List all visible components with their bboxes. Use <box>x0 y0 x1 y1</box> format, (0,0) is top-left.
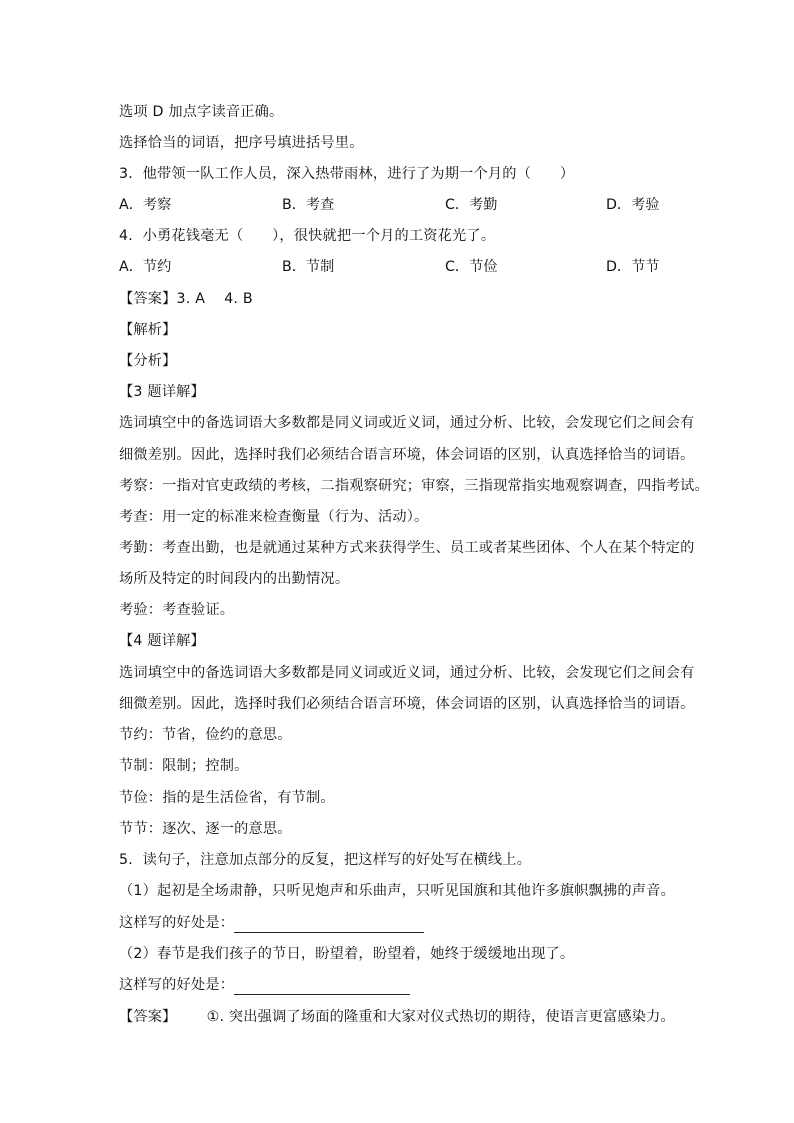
q3-detail-para-line-2: 细微差别。因此，选择时我们必须结合语言环境，体会词语的区别，认真选择恰当的词语。 <box>119 447 695 463</box>
question-3-option-c: C．考勤 <box>445 197 498 213</box>
question-3-stem: 3．他带领一队工作人员，深入热带雨林，进行了为期一个月的（ ） <box>119 166 575 182</box>
question-3-option-d: D．考验 <box>606 197 660 213</box>
question-3-option-a: A．考察 <box>119 197 172 213</box>
benefit-label-2: 这样写的好处是： <box>119 977 235 993</box>
definition-kaoqin-line-1: 考勤：考查出勤，也是就通过某种方式来获得学生、员工或者某些团体、个人在某个特定的 <box>119 540 695 556</box>
question-5-stem: 5．读句子，注意加点部分的反复，把这样写的好处写在横线上。 <box>119 852 532 868</box>
question-4-option-b: B．节制 <box>282 259 335 275</box>
benefit-line-2 <box>119 975 410 995</box>
answer-text: ①. 突出强调了场面的隆重和大家对仪式热切的期待，使语言更富感染力。 <box>206 1009 675 1025</box>
question-4-option-c: C．节俭 <box>445 259 498 275</box>
question-5-sentence-2: （2）春节是我们孩子的节日，盼望着，盼望着，她终于缓缓地出现了。 <box>119 946 575 962</box>
q3-detail-para-line-1: 选词填空中的备选词语大多数都是同义词或近义词，通过分析、比较，会发现它们之间会有 <box>119 415 695 431</box>
definition-kaocha: 考察：一指对官吏政绩的考核，二指观察研究；审察，三指现常指实地观察调查，四指考试。 <box>119 478 709 494</box>
breakdown-heading: 【分析】 <box>119 353 177 369</box>
answer-blank-2[interactable] <box>234 978 410 995</box>
analysis-heading: 【解析】 <box>119 322 177 338</box>
q4-detail-para-line-1: 选词填空中的备选词语大多数都是同义词或近义词，通过分析、比较，会发现它们之间会有 <box>119 665 695 681</box>
intro-line-2: 选择恰当的词语，把序号填进括号里。 <box>119 135 364 151</box>
definition-jiejian: 节俭：指的是生活俭省，有节制。 <box>119 790 335 806</box>
definition-kaoqin-line-2: 场所及特定的时间段内的出勤情况。 <box>119 571 350 587</box>
benefit-line-1 <box>119 913 424 933</box>
q4-detail-heading: 【4 题详解】 <box>119 633 205 649</box>
question-5-answer <box>119 1007 675 1027</box>
definition-kaoyan: 考验：考查验证。 <box>119 602 235 618</box>
definition-jiejie: 节节：逐次、逐一的意思。 <box>119 821 292 837</box>
answer-blank-1[interactable] <box>234 916 424 933</box>
intro-line-1: 选项 D 加点字读音正确。 <box>119 104 284 120</box>
q4-detail-para-line-2: 细微差别。因此，选择时我们必须结合语言环境，体会词语的区别，认真选择恰当的词语。 <box>119 696 695 712</box>
answer-label: 【答案】 <box>119 1009 177 1025</box>
question-3-option-b: B．考查 <box>282 197 335 213</box>
answer-3-4: 【答案】3. A 4. B <box>119 291 253 307</box>
definition-jiezhi: 节制：限制；控制。 <box>119 758 249 774</box>
question-5-sentence-1: （1）起初是全场肃静，只听见炮声和乐曲声，只听见国旗和其他许多旗帜飘拂的声音。 <box>119 883 675 899</box>
definition-jieyue: 节约：节省，俭约的意思。 <box>119 727 292 743</box>
question-4-option-a: A．节约 <box>119 259 172 275</box>
q3-detail-heading: 【3 题详解】 <box>119 384 205 400</box>
benefit-label-1: 这样写的好处是： <box>119 915 235 931</box>
question-4-option-d: D．节节 <box>606 259 660 275</box>
question-4-stem: 4．小勇花钱毫无（ ），很快就把一个月的工资花光了。 <box>119 228 496 244</box>
definition-kaocha2: 考查：用一定的标准来检查衡量（行为、活动）。 <box>119 509 429 525</box>
